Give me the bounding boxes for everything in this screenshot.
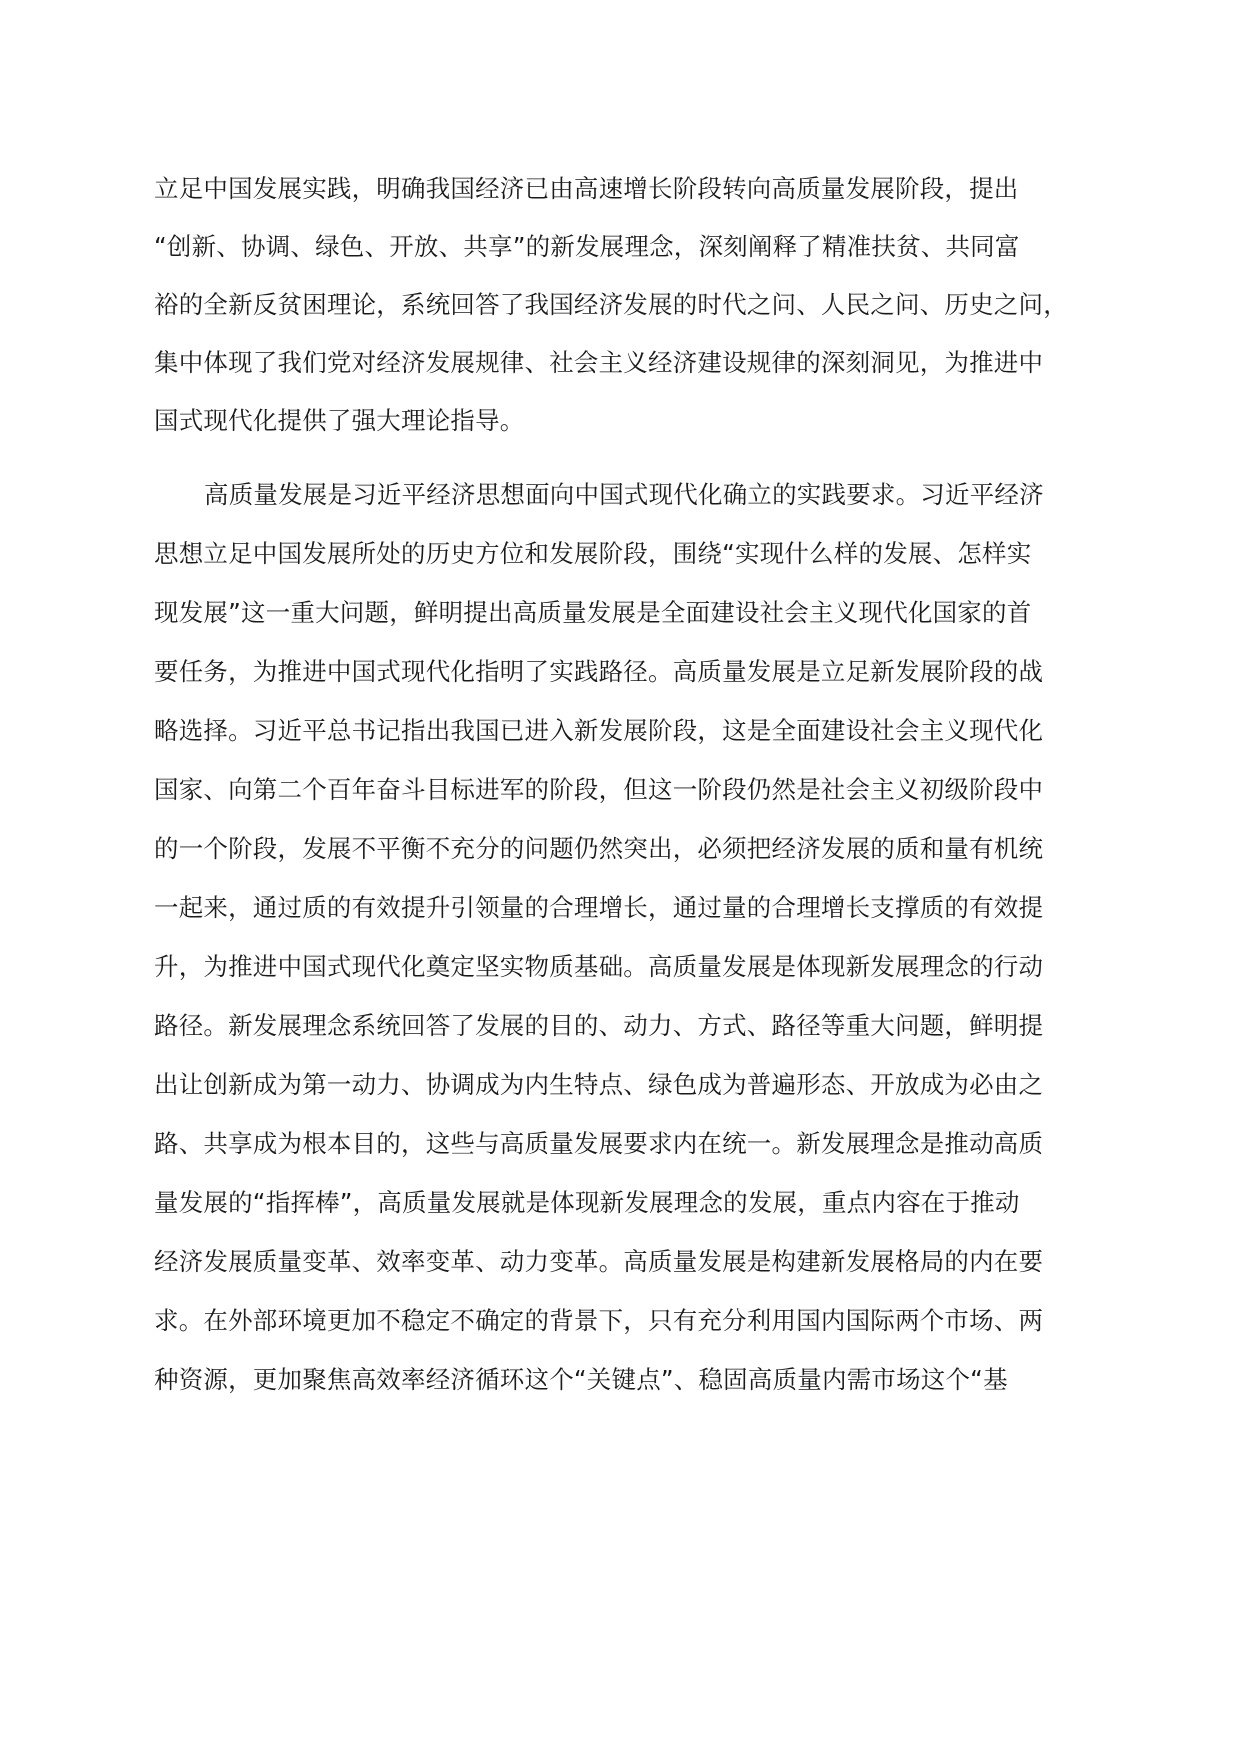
text-line: 求。在外部环境更加不稳定不确定的背景下，只有充分利用国内国际两个市场、两 — [154, 1306, 1044, 1335]
text-line: 经济发展质量变革、效率变革、动力变革。高质量发展是构建新发展格局的内在要 — [154, 1247, 1044, 1276]
text-line: 略选择。习近平总书记指出我国已进入新发展阶段，这是全面建设社会主义现代化 — [154, 716, 1044, 745]
text-line: 思想立足中国发展所处的历史方位和发展阶段，围绕“实现什么样的发展、怎样实 — [154, 539, 1032, 568]
text-line: 立足中国发展实践，明确我国经济已由高速增长阶段转向高质量发展阶段，提出 — [154, 174, 1019, 203]
text-line: 路、共享成为根本目的，这些与高质量发展要求内在统一。新发展理念是推动高质 — [154, 1129, 1044, 1158]
text-line: 国式现代化提供了强大理论指导。 — [154, 406, 525, 435]
text-line: 国家、向第二个百年奋斗目标进军的阶段，但这一阶段仍然是社会主义初级阶段中 — [154, 775, 1044, 804]
text-line: 一起来，通过质的有效提升引领量的合理增长，通过量的合理增长支撑质的有效提 — [154, 893, 1044, 922]
text-line: 出让创新成为第一动力、协调成为内生特点、绿色成为普遍形态、开放成为必由之 — [154, 1070, 1044, 1099]
text-line: 升，为推进中国式现代化奠定坚实物质基础。高质量发展是体现新发展理念的行动 — [154, 952, 1044, 981]
text-line: 集中体现了我们党对经济发展规律、社会主义经济建设规律的深刻洞见，为推进中 — [154, 348, 1044, 377]
text-line: 要任务，为推进中国式现代化指明了实践路径。高质量发展是立足新发展阶段的战 — [154, 657, 1044, 686]
text-line: 种资源，更加聚焦高效率经济循环这个“关键点”、稳固高质量内需市场这个“基 — [154, 1365, 1008, 1394]
text-line: 裕的全新反贫困理论，系统回答了我国经济发展的时代之问、人民之问、历史之问， — [154, 290, 1068, 319]
text-line: 高质量发展是习近平经济思想面向中国式现代化确立的实践要求。习近平经济 — [204, 480, 1044, 509]
text-line: 路径。新发展理念系统回答了发展的目的、动力、方式、路径等重大问题，鲜明提 — [154, 1011, 1044, 1040]
text-line: 现发展”这一重大问题，鲜明提出高质量发展是全面建设社会主义现代化国家的首 — [154, 598, 1032, 627]
text-line: “创新、协调、绿色、开放、共享”的新发展理念，深刻阐释了精准扶贫、共同富 — [154, 232, 1020, 261]
text-line: 的一个阶段，发展不平衡不充分的问题仍然突出，必须把经济发展的质和量有机统 — [154, 834, 1044, 863]
text-line: 量发展的“指挥棒”，高质量发展就是体现新发展理念的发展，重点内容在于推动 — [154, 1188, 1020, 1217]
